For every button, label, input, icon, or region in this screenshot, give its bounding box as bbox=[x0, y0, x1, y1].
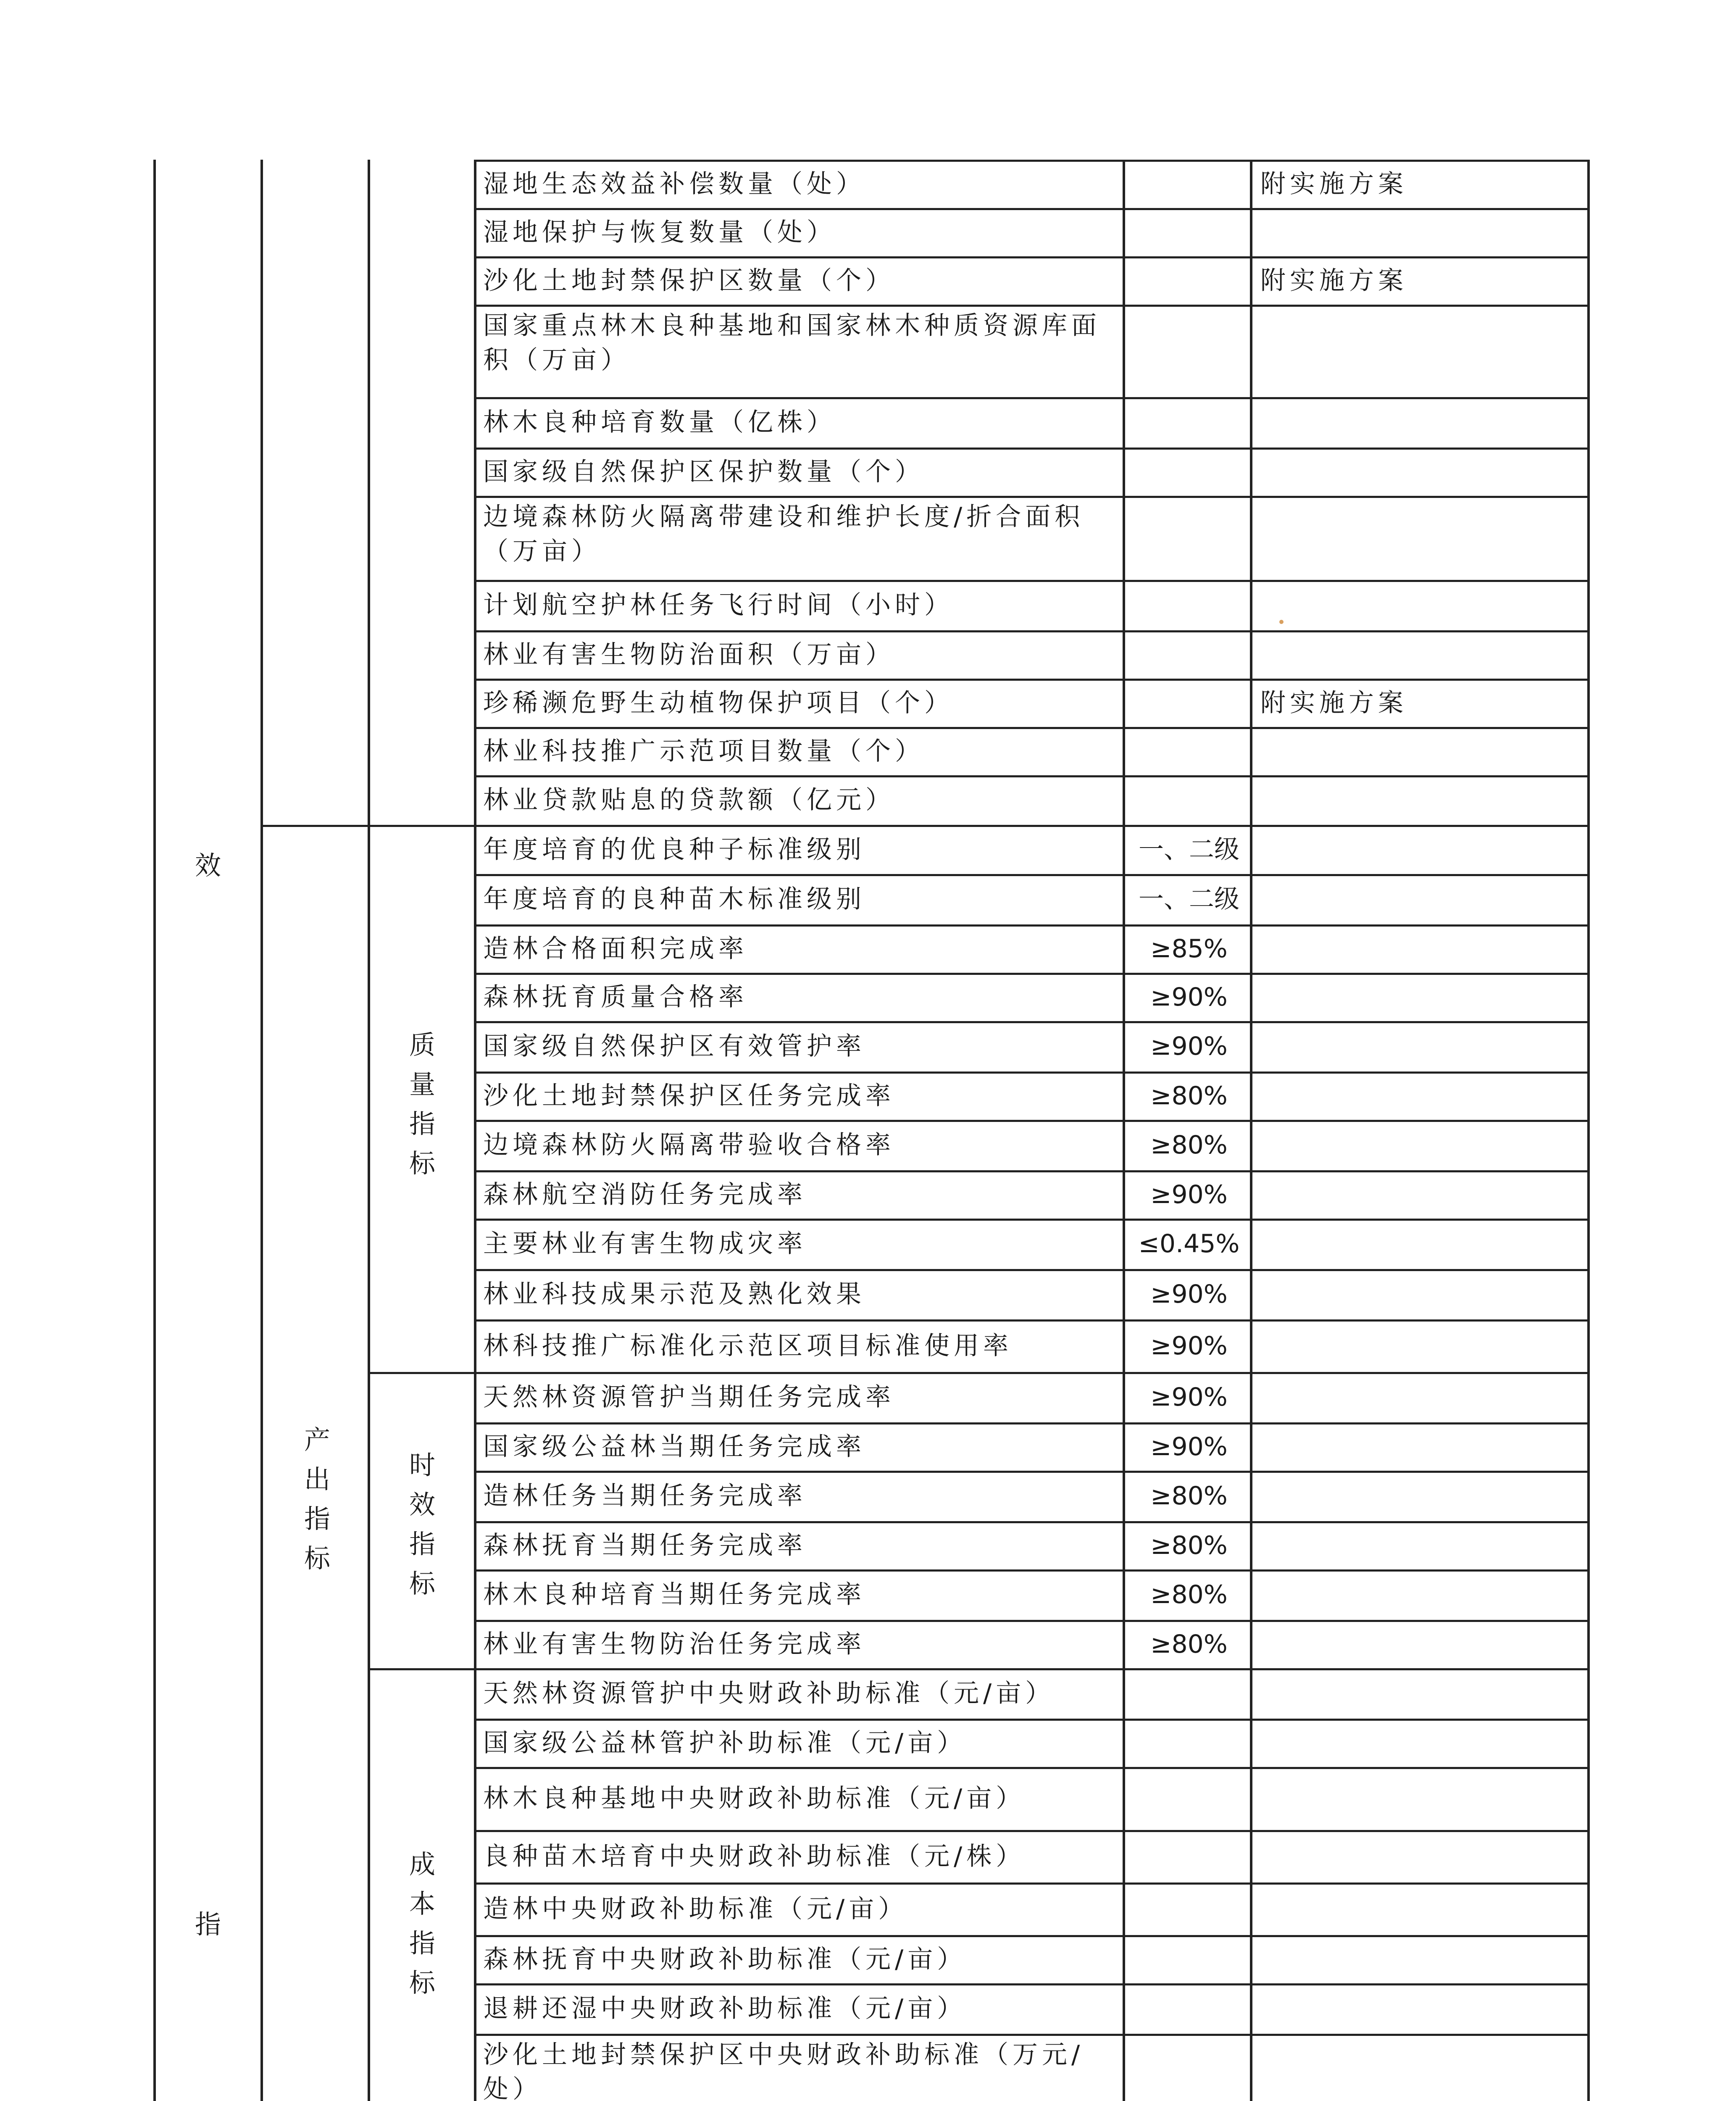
decorative-dot bbox=[1279, 620, 1284, 624]
row-top-line bbox=[474, 825, 1589, 827]
row-top-line bbox=[474, 1935, 1589, 1937]
row-top-line bbox=[474, 1372, 1589, 1374]
sep-quality-timeliness bbox=[368, 1372, 475, 1374]
row-top-line bbox=[474, 1882, 1589, 1885]
row-top-line bbox=[474, 775, 1589, 777]
row-top-line bbox=[474, 208, 1589, 210]
row-target-value: ≤0.45% bbox=[1138, 1229, 1240, 1258]
row-target-value: ≥90% bbox=[1150, 1331, 1228, 1361]
row-top-line bbox=[474, 1319, 1589, 1322]
col-divider-1 bbox=[260, 160, 263, 2101]
row-top-line bbox=[474, 874, 1589, 876]
row-top-line bbox=[474, 1219, 1589, 1221]
row-target-value: ≥90% bbox=[1150, 1382, 1228, 1412]
row-note: 附实施方案 bbox=[1260, 169, 1407, 199]
row-top-line bbox=[474, 1072, 1589, 1074]
row-top-line bbox=[474, 924, 1589, 927]
row-item-label-line1: 沙化土地封禁保护区中央财政补助标准（万元/ bbox=[483, 2040, 1084, 2069]
row-top-line bbox=[474, 727, 1589, 729]
row-item-label: 天然林资源管护当期任务完成率 bbox=[483, 1382, 895, 1412]
row-item-label: 湿地保护与恢复数量（处） bbox=[483, 217, 836, 247]
col-divider-2 bbox=[368, 160, 370, 2101]
row-item-label: 森林抚育中央财政补助标准（元/亩） bbox=[483, 1944, 967, 1974]
row-target-value: 一、二级 bbox=[1139, 835, 1239, 864]
subcategory-cost: 成本指标 bbox=[409, 1849, 435, 1998]
row-top-line bbox=[474, 496, 1589, 498]
row-top-line bbox=[474, 1170, 1589, 1172]
row-item-label: 年度培育的良种苗木标准级别 bbox=[483, 885, 865, 914]
row-item-label: 造林合格面积完成率 bbox=[483, 934, 748, 964]
row-target-value: ≥85% bbox=[1150, 934, 1228, 964]
row-item-label: 林业有害生物防治任务完成率 bbox=[483, 1629, 865, 1659]
row-top-line bbox=[474, 580, 1589, 582]
subcategory-quality: 质量指标 bbox=[409, 1029, 435, 1179]
row-item-label: 造林任务当期任务完成率 bbox=[483, 1481, 807, 1511]
row-target-value: ≥90% bbox=[1150, 1180, 1228, 1209]
row-target-value: ≥80% bbox=[1150, 1530, 1228, 1560]
row-top-line bbox=[474, 1620, 1589, 1622]
left-border-line bbox=[153, 160, 156, 2101]
row-item-label-line1: 国家重点林木良种基地和国家林木种质资源库面 bbox=[483, 311, 1101, 340]
side-label-xiao: 效 bbox=[195, 850, 221, 881]
row-top-line bbox=[474, 630, 1589, 632]
row-item-label: 沙化土地封禁保护区数量（个） bbox=[483, 266, 895, 295]
row-top-line bbox=[474, 397, 1589, 399]
row-item-label: 林木良种培育数量（亿株） bbox=[483, 408, 836, 437]
row-item-label: 森林航空消防任务完成率 bbox=[483, 1180, 807, 1209]
row-top-line bbox=[474, 1269, 1589, 1271]
row-top-line bbox=[474, 1471, 1589, 1473]
row-top-line bbox=[474, 1422, 1589, 1424]
row-target-value: ≥90% bbox=[1150, 1432, 1228, 1461]
row-top-line bbox=[474, 1569, 1589, 1572]
row-target-value: ≥80% bbox=[1150, 1081, 1228, 1111]
category-output-indicators: 产出指标 bbox=[304, 1424, 330, 1574]
row-item-label: 林木良种基地中央财政补助标准（元/亩） bbox=[483, 1784, 1026, 1813]
row-top-line bbox=[474, 1830, 1589, 1832]
row-item-label: 林业贷款贴息的贷款额（亿元） bbox=[483, 785, 895, 815]
row-top-line bbox=[474, 679, 1589, 681]
row-item-label: 国家级自然保护区保护数量（个） bbox=[483, 457, 924, 487]
row-item-label: 国家级自然保护区有效管护率 bbox=[483, 1032, 865, 1061]
row-target-value: ≥80% bbox=[1150, 1481, 1228, 1511]
row-item-label: 退耕还湿中央财政补助标准（元/亩） bbox=[483, 1994, 967, 2023]
row-top-line bbox=[474, 305, 1589, 307]
row-item-label-line1: 边境森林防火隔离带建设和维护长度/折合面积 bbox=[483, 502, 1084, 532]
row-item-label: 湿地生态效益补偿数量（处） bbox=[483, 169, 865, 199]
row-note: 附实施方案 bbox=[1260, 266, 1407, 295]
row-top-line bbox=[474, 256, 1589, 258]
sep-output-start bbox=[260, 825, 475, 827]
row-item-label: 沙化土地封禁保护区任务完成率 bbox=[483, 1081, 895, 1111]
side-label-zhi: 指 bbox=[195, 1909, 221, 1940]
row-top-line bbox=[474, 1719, 1589, 1721]
row-target-value: ≥90% bbox=[1150, 1280, 1228, 1309]
row-target-value: 一、二级 bbox=[1139, 885, 1239, 914]
row-item-label: 珍稀濒危野生动植物保护项目（个） bbox=[483, 688, 954, 718]
row-top-line bbox=[474, 1021, 1589, 1023]
row-item-label: 良种苗木培育中央财政补助标准（元/株） bbox=[483, 1841, 1026, 1871]
row-item-label: 森林抚育当期任务完成率 bbox=[483, 1530, 807, 1560]
row-top-line bbox=[474, 1668, 1589, 1670]
row-top-line bbox=[474, 1983, 1589, 1985]
row-item-label: 林业科技成果示范及熟化效果 bbox=[483, 1280, 865, 1309]
col-divider-3 bbox=[474, 160, 476, 2101]
row-item-label: 林业有害生物防治面积（万亩） bbox=[483, 640, 895, 669]
row-item-label: 国家级公益林当期任务完成率 bbox=[483, 1432, 865, 1461]
row-top-line bbox=[474, 973, 1589, 975]
row-top-line bbox=[474, 2034, 1589, 2036]
row-top-line bbox=[474, 160, 1589, 162]
row-item-label: 森林抚育质量合格率 bbox=[483, 982, 748, 1012]
row-target-value: ≥80% bbox=[1150, 1130, 1228, 1160]
row-item-label: 林木良种培育当期任务完成率 bbox=[483, 1580, 865, 1609]
row-top-line bbox=[474, 1521, 1589, 1523]
row-item-label-line2: 积（万亩） bbox=[483, 345, 630, 375]
row-item-label-line2: 处） bbox=[483, 2075, 542, 2101]
col-divider-4 bbox=[1123, 160, 1125, 2101]
row-item-label: 边境森林防火隔离带验收合格率 bbox=[483, 1130, 895, 1160]
sep-timeliness-cost bbox=[368, 1668, 475, 1670]
row-item-label: 林业科技推广示范项目数量（个） bbox=[483, 736, 924, 766]
row-target-value: ≥80% bbox=[1150, 1580, 1228, 1609]
row-target-value: ≥90% bbox=[1150, 982, 1228, 1012]
row-item-label: 年度培育的优良种子标准级别 bbox=[483, 835, 865, 864]
row-target-value: ≥80% bbox=[1150, 1629, 1228, 1659]
right-border-line bbox=[1587, 160, 1590, 2101]
row-target-value: ≥90% bbox=[1150, 1032, 1228, 1061]
row-note: 附实施方案 bbox=[1260, 688, 1407, 718]
row-item-label: 国家级公益林管护补助标准（元/亩） bbox=[483, 1728, 967, 1758]
row-item-label: 计划航空护林任务飞行时间（小时） bbox=[483, 590, 954, 620]
row-top-line bbox=[474, 1767, 1589, 1769]
row-item-label: 林科技推广标准化示范区项目标准使用率 bbox=[483, 1331, 1013, 1361]
row-item-label: 主要林业有害生物成灾率 bbox=[483, 1229, 807, 1258]
row-top-line bbox=[474, 448, 1589, 450]
subcategory-timeliness: 时效指标 bbox=[409, 1450, 435, 1599]
row-top-line bbox=[474, 1120, 1589, 1122]
row-item-label: 天然林资源管护中央财政补助标准（元/亩） bbox=[483, 1679, 1055, 1708]
row-item-label: 造林中央财政补助标准（元/亩） bbox=[483, 1894, 908, 1924]
row-item-label-line2: （万亩） bbox=[483, 537, 601, 566]
